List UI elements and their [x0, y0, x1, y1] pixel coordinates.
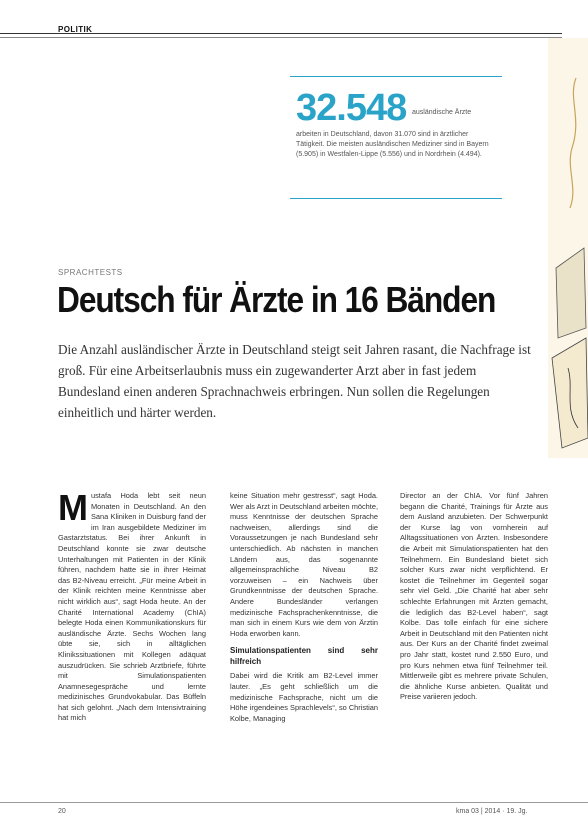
article-column-1 [58, 487, 206, 724]
column-2-text-b: Dabei wird die Kritik am B2-Level immer lauter. „Es geht schließlich um die medizinische Fachsprache, nicht um die Höhe irgendeines Sprachlevels“, so Christian Kolbe, Managing [230, 671, 378, 723]
article-column-2 [230, 491, 378, 724]
margin-illustration [548, 38, 588, 458]
stat-number: 32.548 [296, 87, 407, 129]
stat-box-rule-top [290, 76, 502, 77]
stat-intro: ausländische Ärzte [412, 109, 472, 116]
column-2-text-a: keine Situation mehr gestresst“, sagt Hoda. Wer als Arzt in Deutschland arbeiten möchte, muss Kenntnisse der deutschen Sprache nachweisen, allerdings sind die Voraussetzungen je nach Bundesland sehr unterschiedlich. Ab nächsten in manchen Ländern aus, das sogenannte allgemeinsprachliche Niveau B2 vorzuweisen – ein Nachweis über Grundkenntnisse der deutschen Sprache. Andere Bundesländer verlangen medizinische Fachsprachenkenntnisse, die man sich in einem Kurs wie dem von Ärztin Hoda erworben kann. [230, 491, 378, 638]
article-rubric: SPRACHTESTS [58, 268, 123, 277]
stat-box-rule-bottom [290, 198, 502, 199]
section-label: POLITIK [58, 25, 93, 34]
article-column-3 [400, 491, 548, 703]
column-2-subhead: Simulationspatienten sind sehr hilfreich [230, 646, 378, 667]
header-rule-bottom [0, 37, 562, 38]
article-lead: Die Anzahl ausländischer Ärzte in Deutschland steigt seit Jahren rasant, die Nachfrage ist groß. Für eine Arbeitserlaubnis muss ein zugewanderter Arzt aber in fast jedem Bundesland einen anderen Sprachnachweis erbringen. Nun sollen die Regelungen einheitlich und härter werden. [58, 342, 531, 420]
column-1-text: ustafa Hoda lebt seit neun Monaten in Deutschland. An den Sana Kliniken in Duisburg fand der im Iran ausgebildete Mediziner im Gastarztstatus. Bei ihrer Ankunft in Deutschland konnte sie zwar deutsche Unterhaltungen mit Patienten in der Klinik führen, nachdem hatte sie in ihrer Heimat das B2-Niveau erreicht. „Für meine Arbeit in der Klinik reichten meine Kenntnisse aber nicht wirklich aus“, sagt Hoda heute. An der Charité International Academy (ChIA) belegte Hoda einen Kommunikationskurs für ausländische Ärzte. Sechs Wochen lang übte sie, sich in alltäglichen Klinikssituationen mit Kollegen adäquat auszudrücken. Sie schrieb Arztbriefe, führte mit Simulationspatienten Anamnesegespräche und lernte medizinisches Grundvokabular. Das Büffeln hat sich gelohnt. „Nach dem Intensivtraining hat mich [58, 491, 206, 723]
footer-rule [0, 802, 588, 803]
drop-cap: M [58, 487, 88, 528]
page-number: 20 [58, 808, 66, 815]
footer-issue: kma 03 | 2014 · 19. Jg. [456, 808, 528, 815]
column-3-text: Director an der ChIA. Vor fünf Jahren begann die Charité, Trainings für Ärzte aus dem Ausland anzubieten. Der Schwerpunkt der Kurse lag von vornherein auf Alltagssituationen von Ärzten. Insbesondere die Arbeit mit Simulationspatienten hat den Teilnehmern. Ein Bundesland bietet sich solcher Kurs zwar nicht verpflichtend. Er kostet die Teilnehmer im Gegenteil sogar sehr viel Geld. „Die Charité hat aber sehr schlechte Erfahrungen mit Ärzten gemacht, die lediglich das B2-Level haben“, sagt Kolbe. Das tolle einfach für eine sichere Arbeit in Deutschland mit den Patienten nicht aus. Der Kurs an der Charité findet zweimal pro Jahr statt, kostet rund 2.550 Euro, und pro Kurs nehmen etwa fünf Teilnehmer teil. Mittlerweile gibt es mehrere private Schulen, die ähnliche Kurse anbieten. Qualität und Preise variieren jedoch. [400, 491, 548, 702]
article-headline: Deutsch für Ärzte in 16 Bänden [57, 279, 496, 320]
stat-text: arbeiten in Deutschland, davon 31.070 sind in ärztlicher Tätigkeit. Die meisten ausländischen Mediziner sind in Bayern (5.905) in Westfalen-Lippe (5.556) und in Nordrhein (4.494). [296, 131, 489, 158]
